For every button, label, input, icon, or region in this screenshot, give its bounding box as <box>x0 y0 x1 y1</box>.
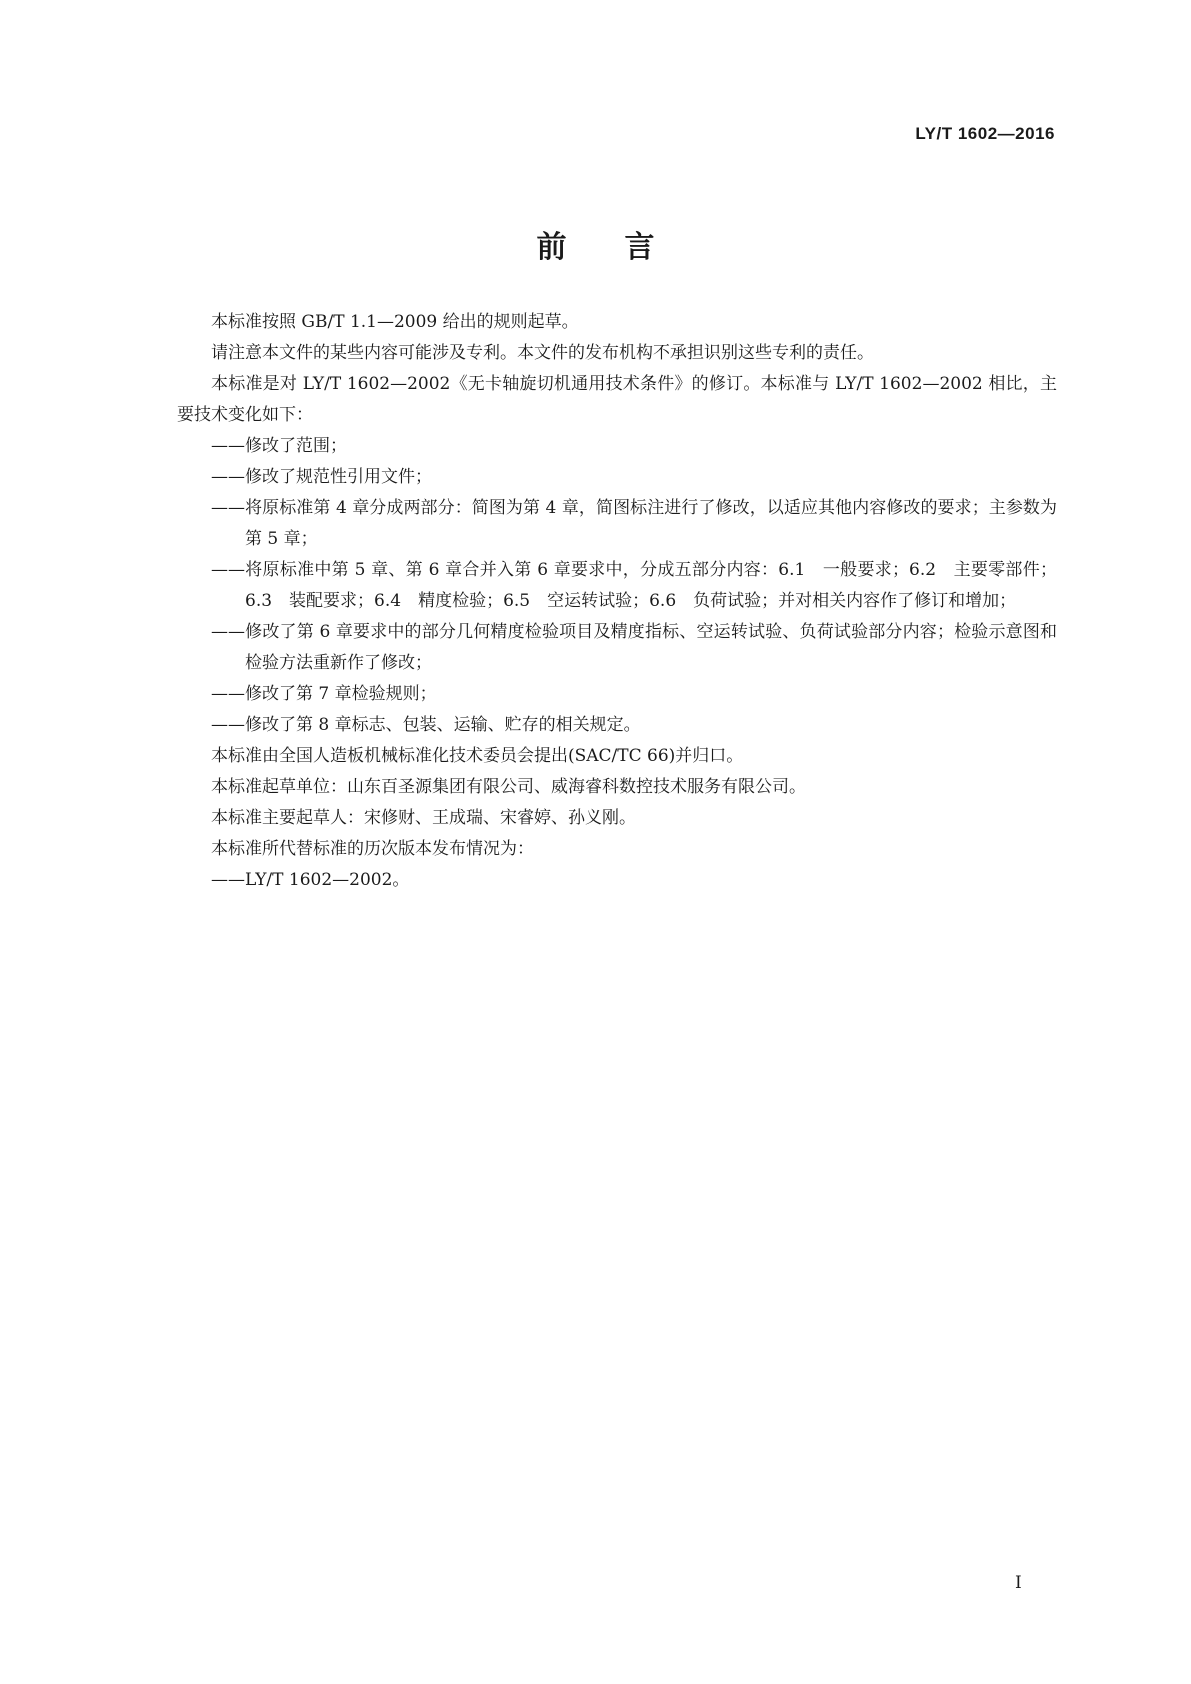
changes-list <box>177 431 1057 741</box>
change-item: ——将原标准中第 5 章、第 6 章合并入第 6 章要求中，分成五部分内容：6.1 一般要求；6.2 主要零部件；6.3 装配要求；6.4 精度检验；6.5 空运转试验；6.6 负荷试验；并对相关内容作了修订和增加； <box>211 560 1057 611</box>
paragraph-drafters: 本标准主要起草人：宋修财、王成瑞、宋睿婷、孙义刚。 <box>211 808 636 828</box>
change-item: ——将原标准第 4 章分成两部分：简图为第 4 章，简图标注进行了修改，以适应其他内容修改的要求；主参数为第 5 章； <box>211 498 1057 549</box>
history-item: ——LY/T 1602—2002。 <box>211 870 410 890</box>
standard-code: LY/T 1602—2016 <box>915 124 1055 143</box>
change-item: ——修改了第 7 章检验规则； <box>211 684 437 704</box>
paragraph-history-intro: 本标准所代替标准的历次版本发布情况为： <box>211 839 534 859</box>
paragraph-revision-intro: 本标准是对 LY/T 1602—2002《无卡轴旋切机通用技术条件》的修订。本标准与 LY/T 1602—2002 相比，主要技术变化如下： <box>177 374 1057 425</box>
page-title: 前言 <box>536 230 713 265</box>
change-item: ——修改了第 8 章标志、包装、运输、贮存的相关规定。 <box>211 715 641 735</box>
paragraph-drafting-rules: 本标准按照 GB/T 1.1—2009 给出的规则起草。 <box>211 312 579 332</box>
change-item: ——修改了第 6 章要求中的部分几何精度检验项目及精度指标、空运转试验、负荷试验部分内容；检验示意图和检验方法重新作了修改； <box>211 622 1057 673</box>
foreword-body <box>177 307 1057 896</box>
change-item: ——修改了规范性引用文件； <box>211 467 432 487</box>
paragraph-drafting-units: 本标准起草单位：山东百圣源集团有限公司、威海睿科数控技术服务有限公司。 <box>211 777 806 797</box>
change-item: ——修改了范围； <box>211 436 347 456</box>
paragraph-patent-notice: 请注意本文件的某些内容可能涉及专利。本文件的发布机构不承担识别这些专利的责任。 <box>211 343 874 363</box>
paragraph-proposer: 本标准由全国人造板机械标准化技术委员会提出(SAC/TC 66)并归口。 <box>211 746 744 766</box>
page-number: I <box>1015 1573 1022 1593</box>
